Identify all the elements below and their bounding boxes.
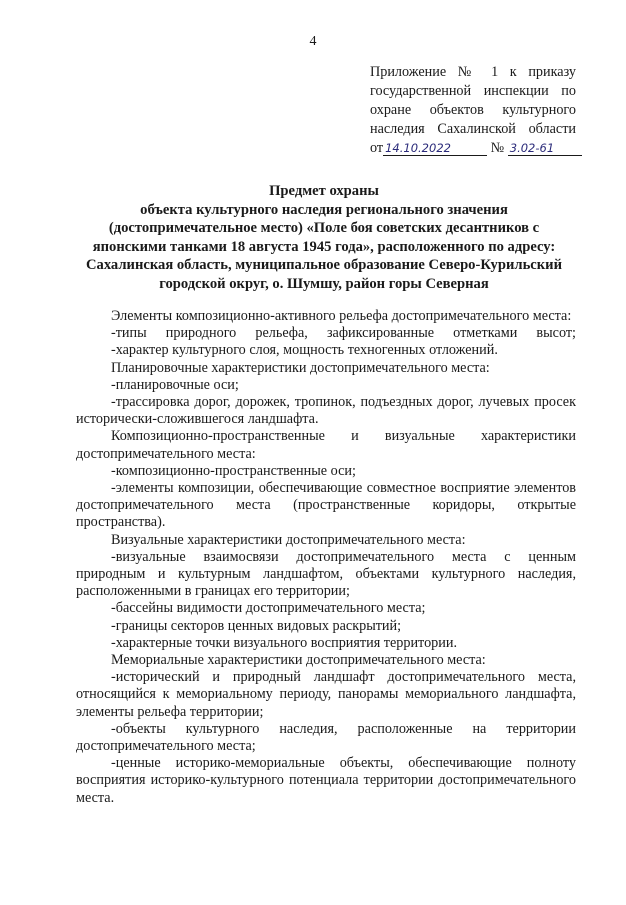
- title-line: Предмет охраны: [269, 183, 379, 199]
- paragraph: -типы природного рельефа, зафиксированные отметками высот;: [111, 325, 576, 342]
- appendix-line: охране объектов культурного: [370, 102, 576, 118]
- title-line: японскими танками 18 августа 1945 года», расположенного по адресу:: [92, 238, 556, 255]
- paragraph: -визуальные взаимосвязи достопримечательного места с ценным природным и культурным ландшафтом, объектами культурного наследия, расположенными в границах его территории;: [76, 548, 576, 600]
- title-line: городской округ, о. Шумшу, район горы Северная: [159, 275, 489, 292]
- document-body: [76, 308, 576, 807]
- paragraph: Элементы композиционно-активного рельефа достопримечательного места:: [111, 308, 572, 324]
- handwritten-date: 14.10.2022: [383, 141, 487, 156]
- paragraph: -исторический и природный ландшафт достопримечательного места, относящийся к мемориальному периоду, панорамы мемориального ландшафта, элементы рельефа территории;: [76, 669, 576, 720]
- appendix-line: наследия Сахалинской области: [370, 121, 576, 137]
- paragraph: -бассейны видимости достопримечательного места;: [111, 600, 426, 617]
- paragraph: -границы секторов ценных видовых раскрытий;: [111, 617, 402, 634]
- paragraph: -характерные точки визуального восприятия территории.: [111, 634, 457, 651]
- appendix-line: государственной инспекции по: [370, 83, 576, 99]
- paragraph: Мемориальные характеристики достопримечательного места:: [111, 652, 486, 669]
- title-line: (достопримечательное место) «Поле боя советских десантников с: [108, 220, 540, 237]
- paragraph: -композиционно-пространственные оси;: [111, 462, 356, 479]
- paragraph: -трассировка дорог, дорожек, тропинок, подъездных дорог, лучевых просек исторически-сложившегося ландшафта.: [76, 394, 576, 428]
- title-line: объекта культурного наследия регионального значения: [140, 201, 508, 218]
- paragraph: -характер культурного слоя, мощность техногенных отложений.: [111, 342, 498, 359]
- page-number: 4: [309, 34, 317, 49]
- title-line: Сахалинская область, муниципальное образование Северо-Курильский: [85, 257, 562, 274]
- paragraph: -элементы композиции, обеспечивающие совместное восприятие элементов достопримечательного места (пространственные коридоры, открытые пространства).: [76, 480, 576, 531]
- order-date-line: [370, 139, 576, 158]
- paragraph: -планировочные оси;: [111, 376, 239, 393]
- date-prefix: от: [370, 140, 384, 156]
- number-prefix: №: [490, 140, 505, 156]
- handwritten-order-number: 3.02-61: [508, 141, 582, 156]
- paragraph: -объекты культурного наследия, расположенные на территории достопримечательного места;: [76, 720, 576, 755]
- paragraph: Визуальные характеристики достопримечательного места:: [111, 531, 466, 548]
- appendix-line: Приложение № 1 к приказу: [370, 64, 576, 80]
- paragraph: Планировочные характеристики достопримечательного места:: [111, 359, 490, 376]
- appendix-block: [370, 63, 576, 158]
- document-title: [70, 182, 578, 294]
- paragraph: -ценные историко-мемориальные объекты, обеспечивающие полноту восприятия историко-культурного потенциала территории достопримечательного места.: [76, 755, 576, 806]
- paragraph: Композиционно-пространственные и визуальные характеристики достопримечательного места:: [76, 428, 576, 462]
